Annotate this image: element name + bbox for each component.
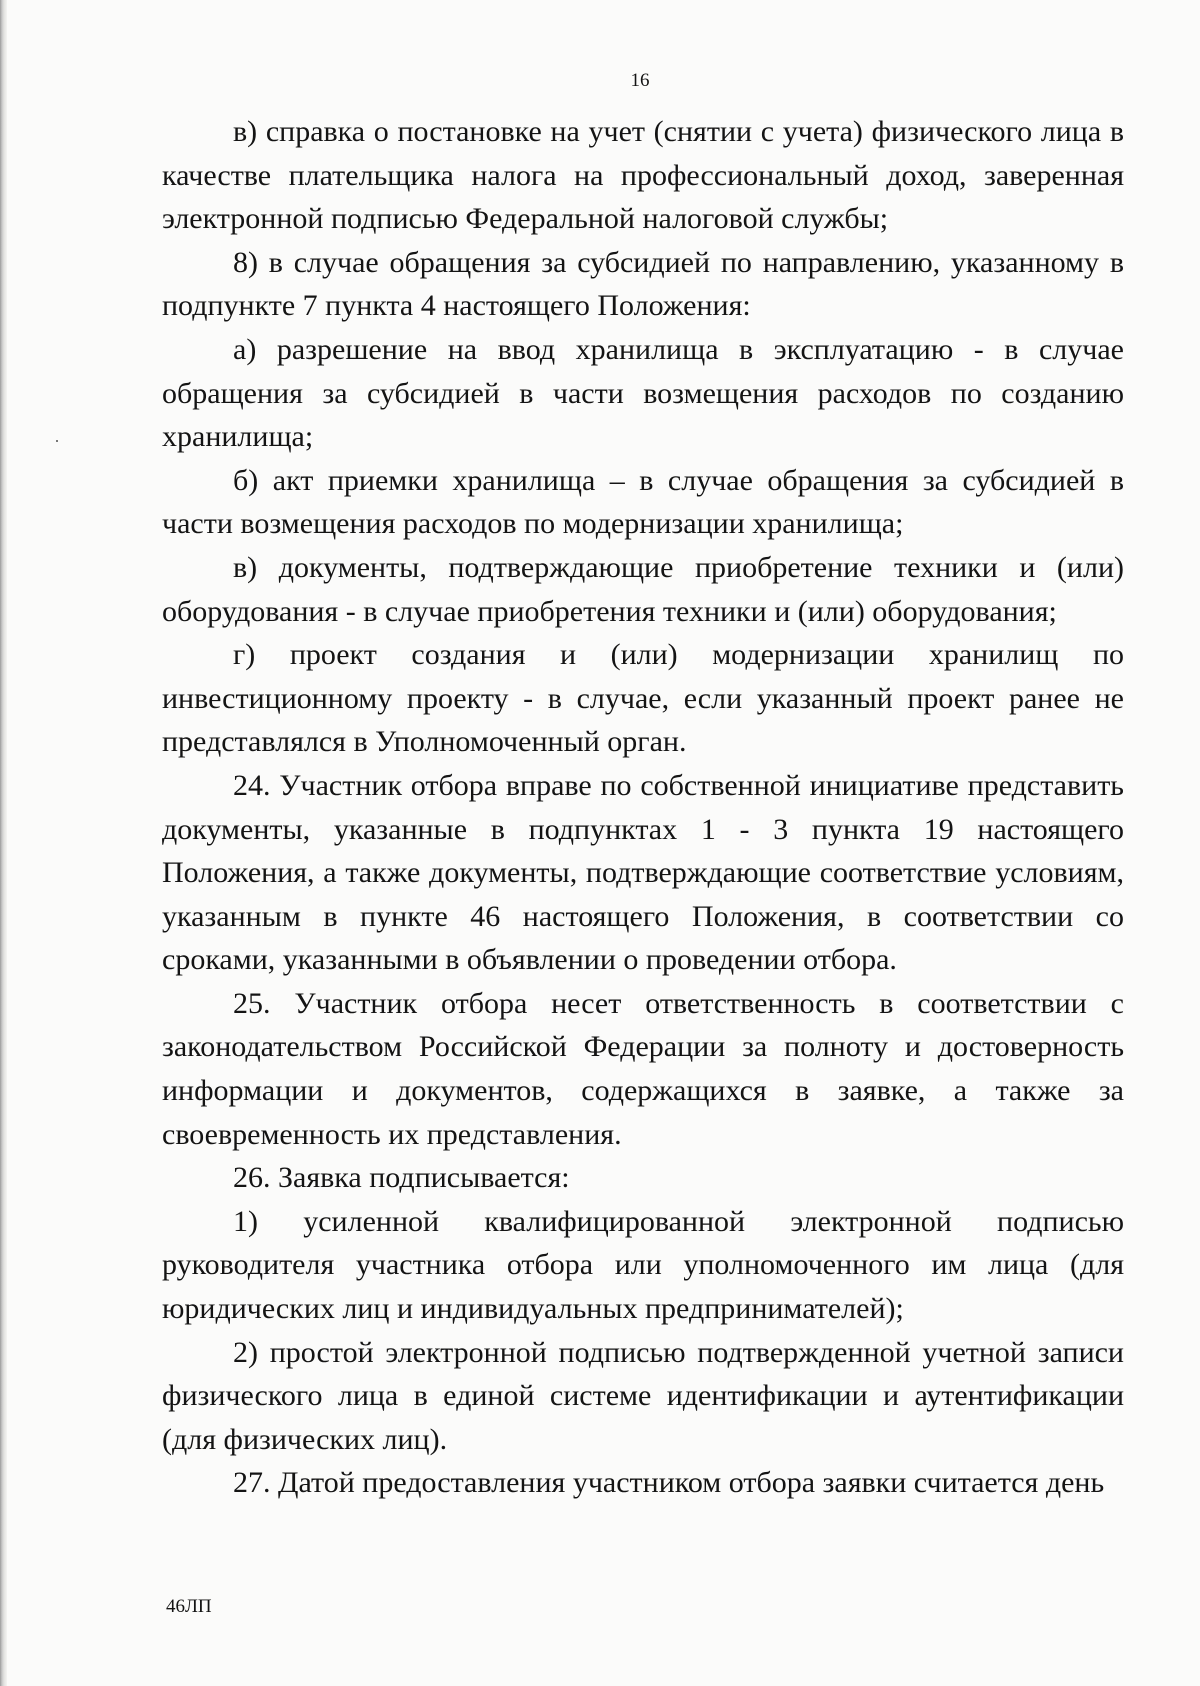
paragraph-clause-27: 27. Датой предоставления участником отбора заявки считается день (233, 1466, 1105, 1500)
paragraph-subitem-g-project: г) проект создания и (или) модернизации хранилищ по инвестиционному проекту - в случае, если указанный проект ранее не представлялся в Уполномоченный орган. (162, 638, 1124, 759)
paragraph-subitem-v-equipment-documents: в) документы, подтверждающие приобретение техники и (или) оборудования - в случае приобретения техники и (или) оборудования; (162, 550, 1124, 628)
paragraph-clause-24: 24. Участник отбора вправе по собственной инициативе представить документы, указанные в подпунктах 1 - 3 пункта 19 настоящего Положения, а также документы, подтверждающие соответствие условиям, указанным в пункте 46 настоящего Положения, в соответствии со сроками, указанными в объявлении о проведении отбора. (162, 768, 1124, 977)
page-number: 16 (630, 70, 650, 91)
scan-edge-shadow (0, 0, 7, 1686)
document-body (162, 110, 1124, 1505)
scan-speck (56, 440, 58, 442)
paragraph-item-8: 8) в случае обращения за субсидией по направлению, указанному в подпункте 7 пункта 4 настоящего Положения: (162, 245, 1124, 323)
paragraph-subitem-b-acceptance-act: б) акт приемки хранилища – в случае обращения за субсидией в части возмещения расходов по модернизации хранилища; (162, 463, 1124, 541)
paragraph-subitem-v-self-employed-certificate: в) справка о постановке на учет (снятии с учета) физического лица в качестве плательщика налога на профессиональный доход, заверенная электронной подписью Федеральной налоговой службы; (162, 115, 1124, 236)
paragraph-clause-26: 26. Заявка подписывается: (233, 1161, 570, 1195)
paragraph-clause-26-item-1: 1) усиленной квалифицированной электронной подписью руководителя участника отбора или уполномоченного им лица (для юридических лиц и индивидуальных предпринимателей); (162, 1204, 1124, 1326)
paragraph-subitem-a-storage-permit: а) разрешение на ввод хранилища в эксплуатацию - в случае обращения за субсидией в части возмещения расходов по созданию хранилища; (162, 332, 1124, 454)
footer-document-code: 46ЛП (166, 1596, 212, 1617)
paragraph-clause-26-item-2: 2) простой электронной подписью подтвержденной учетной записи физического лица в единой системе идентификации и аутентификации (для физических лиц). (162, 1335, 1124, 1456)
paragraph-clause-25: 25. Участник отбора несет ответственность в соответствии с законодательством Российской Федерации за полноту и достоверность информации и документов, содержащихся в заявке, а также за своевременность их представления. (162, 986, 1124, 1151)
